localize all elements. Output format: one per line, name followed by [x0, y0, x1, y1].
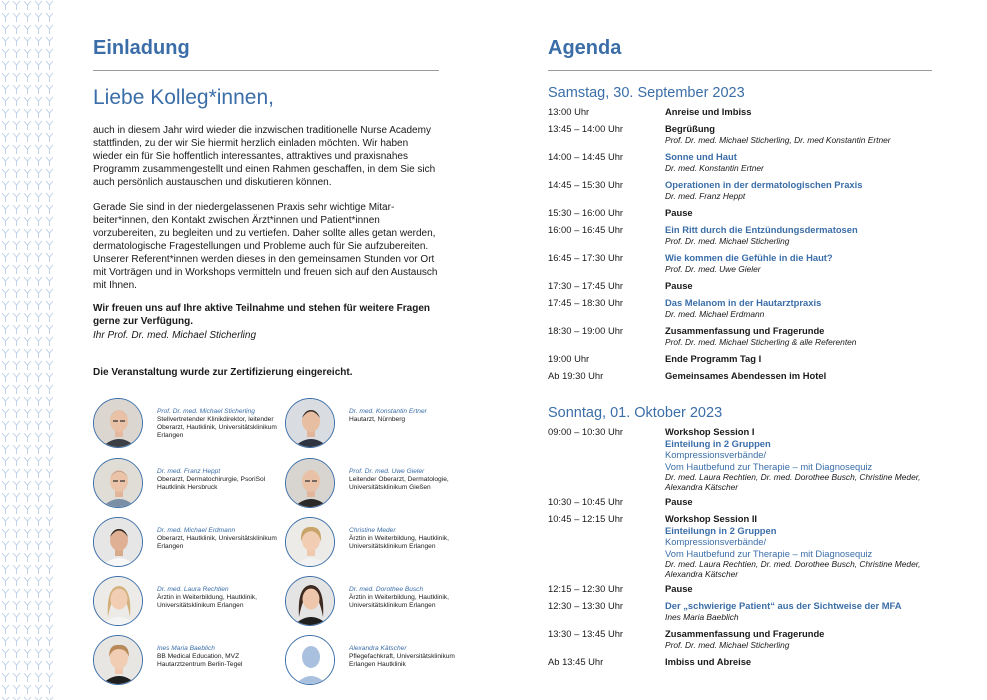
speaker-card — [93, 576, 285, 628]
agenda-topic: Workshop Session I — [665, 426, 755, 437]
agenda-time: 15:30 – 16:00 Uhr — [548, 207, 624, 218]
agenda-item — [548, 370, 932, 387]
agenda-item — [548, 513, 932, 583]
invitation-title: Einladung — [93, 37, 190, 59]
agenda-detail: Vom Hautbefund zur Therapie – mit Diagnosequiz — [665, 547, 873, 559]
agenda-time: 14:00 – 14:45 Uhr — [548, 151, 624, 162]
agenda-time: 10:30 – 10:45 Uhr — [548, 496, 624, 507]
agenda-time: 18:30 – 19:00 Uhr — [548, 325, 624, 336]
avatar — [93, 635, 143, 685]
speaker-name: Dr. med. Michael Erdmann — [157, 527, 236, 534]
speaker-card — [285, 517, 477, 569]
agenda-speakers: Prof. Dr. med. Michael Sticherling, Dr. med Konstantin Ertner — [665, 134, 891, 145]
agenda-item — [548, 280, 932, 297]
agenda-topic: Sonne und Haut — [665, 151, 737, 162]
speaker-role: Ärztin in Weiterbildung, Hautklinik, Universitätsklinikum Erlangen — [349, 535, 449, 550]
speaker-card — [93, 635, 285, 687]
speaker-role: Pflegefachkraft, Universitätsklinikum Erlangen Hautklinik — [349, 653, 455, 668]
agenda-topic: Wie kommen die Gefühle in die Haut? — [665, 252, 833, 263]
agenda-speakers: Dr. med. Laura Rechtien, Dr. med. Dorothee Busch, Christine Meder, Alexandra Kätscher — [665, 559, 921, 579]
agenda-time: 12:15 – 12:30 Uhr — [548, 583, 624, 594]
agenda-speakers: Prof. Dr. med. Michael Sticherling — [665, 639, 790, 650]
speaker-name: Ines Maria Baeblich — [157, 645, 215, 652]
agenda-item — [548, 628, 932, 656]
speaker-name: Christine Meder — [349, 527, 396, 534]
speaker-role: BB Medical Education, MVZ Hautarztzentrum Berlin-Tegel — [157, 653, 243, 668]
speaker-card — [285, 576, 477, 628]
agenda-speakers: Dr. med. Konstantin Ertner — [665, 162, 764, 173]
intro-paragraph: auch in diesem Jahr wird wieder die inzwischen traditionelle Nurse Academy stattfinden, zu der wir Sie hiermit herzlich einladen möchten. Wir haben wieder ein für Sie hoffentlich interessantes, attraktives und praxisnahes Programm zusammengestellt und einen Rahmen geschaffen, in dem Sie sich auch persönlich austauschen und diskutieren können. — [93, 125, 436, 188]
avatar — [285, 517, 335, 567]
speaker-card — [93, 517, 285, 569]
day-heading: Samstag, 30. September 2023 — [548, 85, 745, 101]
agenda-topic: Zusammenfassung und Fragerunde — [665, 325, 825, 336]
speaker-card — [285, 635, 477, 687]
agenda-detail: Kompressionsverbände/ — [665, 536, 767, 547]
speaker-card — [285, 458, 477, 510]
agenda-time: 13:00 Uhr — [548, 106, 590, 117]
invitation-divider — [93, 70, 439, 71]
avatar — [93, 576, 143, 626]
agenda-time: 10:45 – 12:15 Uhr — [548, 513, 624, 524]
agenda-topic: Workshop Session II — [665, 513, 758, 524]
agenda-time: 17:45 – 18:30 Uhr — [548, 297, 624, 308]
agenda-topic: Der „schwierige Patient“ aus der Sichtweise der MFA — [665, 600, 902, 611]
agenda-speakers: Dr. med. Laura Rechtien, Dr. med. Dorothee Busch, Christine Meder, Alexandra Kätscher — [665, 472, 921, 492]
agenda-time: 09:00 – 10:30 Uhr — [548, 426, 624, 437]
speaker-role: Hautarzt, Nürnberg — [349, 416, 406, 423]
speaker-name: Dr. med. Dorothee Busch — [349, 586, 424, 593]
agenda-time: 16:45 – 17:30 Uhr — [548, 252, 624, 263]
speaker-role: Leitender Oberarzt, Dermatologie, Universitätsklinikum Gießen — [349, 476, 449, 491]
closing-text: Wir freuen uns auf Ihre aktive Teilnahme und stehen für weitere Fragen gerne zur Verfügung. — [93, 303, 431, 327]
speaker-name: Alexandra Kätscher — [349, 645, 407, 652]
avatar — [285, 576, 335, 626]
avatar — [285, 458, 335, 508]
speaker-card — [93, 398, 285, 450]
speaker-name: Dr. med. Franz Heppt — [157, 468, 221, 475]
agenda-detail: Vom Hautbefund zur Therapie – mit Diagnosequiz — [665, 460, 873, 472]
agenda-topic: Das Melanom in der Hautarztpraxis — [665, 297, 822, 308]
agenda-list-day1 — [548, 106, 932, 387]
speaker-card — [93, 458, 285, 510]
agenda-speakers: Prof. Dr. med. Michael Sticherling — [665, 235, 790, 246]
agenda-item — [548, 252, 932, 280]
agenda-speakers: Dr. med. Michael Erdmann — [665, 308, 765, 319]
agenda-time: 13:45 – 14:00 Uhr — [548, 123, 624, 134]
agenda-speakers: Prof. Dr. med. Michael Sticherling & alle Referenten — [665, 336, 857, 347]
agenda-speakers: Prof. Dr. med. Uwe Gieler — [665, 263, 761, 274]
agenda-speakers: Ines Maria Baeblich — [665, 611, 739, 622]
avatar — [93, 458, 143, 508]
agenda-item — [548, 426, 932, 496]
agenda-time: 14:45 – 15:30 Uhr — [548, 179, 624, 190]
speaker-name: Prof. Dr. med. Michael Sticherling — [157, 408, 255, 415]
speaker-role: Stellvertretender Klinikdirektor, leitender Oberarzt, Hautklinik, Universitätsklinikum Erlangen — [157, 416, 277, 439]
agenda-topic: Pause — [665, 280, 693, 291]
avatar — [93, 398, 143, 448]
agenda-item — [548, 600, 932, 628]
agenda-title: Agenda — [548, 37, 622, 59]
speaker-role: Ärztin in Weiterbildung, Hautklinik, Universitätsklinikum Erlangen — [157, 594, 257, 609]
speaker-name: Dr. med. Laura Rechtien — [157, 586, 229, 593]
agenda-divider — [548, 70, 932, 71]
agenda-item — [548, 224, 932, 252]
agenda-topic: Gemeinsames Abendessen im Hotel — [665, 370, 827, 381]
speaker-role: Oberarzt, Hautklinik, Universitätsklinikum Erlangen — [157, 535, 277, 550]
speaker-role: Ärztin in Weiterbildung, Hautklinik, Universitätsklinikum Erlangen — [349, 594, 449, 609]
agenda-item — [548, 496, 932, 513]
avatar — [93, 517, 143, 567]
agenda-item — [548, 151, 932, 179]
agenda-time: 13:30 – 13:45 Uhr — [548, 628, 624, 639]
agenda-time: Ab 13:45 Uhr — [548, 656, 604, 667]
agenda-item — [548, 106, 932, 123]
agenda-item — [548, 123, 932, 151]
agenda-topic: Ein Ritt durch die Entzündungsdermatosen — [665, 224, 858, 235]
agenda-time: 17:30 – 17:45 Uhr — [548, 280, 624, 291]
agenda-list-day2 — [548, 426, 932, 673]
agenda-subtitle: Einteilungn in 2 Gruppen — [665, 524, 777, 536]
agenda-detail: Kompressionsverbände/ — [665, 449, 767, 460]
agenda-topic: Zusammenfassung und Fragerunde — [665, 628, 825, 639]
agenda-topic: Begrüßung — [665, 123, 715, 134]
decorative-pattern — [0, 0, 56, 700]
signature: Ihr Prof. Dr. med. Michael Sticherling — [93, 330, 257, 341]
agenda-subtitle: Einteilung in 2 Gruppen — [665, 437, 771, 449]
day-heading: Sonntag, 01. Oktober 2023 — [548, 405, 723, 421]
avatar — [285, 398, 335, 448]
speaker-name: Prof. Dr. med. Uwe Gieler — [349, 468, 425, 475]
invitation-section — [93, 34, 439, 379]
agenda-topic: Operationen in der dermatologischen Praxis — [665, 179, 863, 190]
agenda-section — [548, 34, 932, 673]
agenda-topic: Pause — [665, 207, 693, 218]
agenda-time: 19:00 Uhr — [548, 353, 590, 364]
agenda-item — [548, 179, 932, 207]
speaker-role: Oberarzt, Dermatochirurgie, PsoriSol Hautklinik Hersbruck — [157, 476, 266, 491]
agenda-time: 16:00 – 16:45 Uhr — [548, 224, 624, 235]
agenda-item — [548, 353, 932, 370]
body-paragraph: Gerade Sie sind in der niedergelassenen Praxis sehr wichtige Mitarbeiter*innen, den Kontakt zwischen Ärzt*innen und Patient*innen vorzubereiten, zu begleiten und zu vertiefen. Daher sollte alles getan werden, dermatologische Fragestellungen und Probleme auch für Sie aufzubereiten. Unserer Referent*innen werden dieses in den gemeinsamen Stunden vor Ort mit Vorträgen und in Workshops vermitteln und freuen sich auf den Austausch mit Ihnen. — [93, 202, 438, 291]
agenda-item — [548, 207, 932, 224]
agenda-topic: Imbiss und Abreise — [665, 656, 752, 667]
agenda-topic: Ende Programm Tag I — [665, 353, 762, 364]
agenda-item — [548, 656, 932, 673]
greeting: Liebe Kolleg*innen, — [93, 86, 274, 109]
agenda-item — [548, 325, 932, 353]
speaker-card — [285, 398, 477, 450]
agenda-time: Ab 19:30 Uhr — [548, 370, 604, 381]
agenda-topic: Anreise und Imbiss — [665, 106, 752, 117]
agenda-time: 12:30 – 13:30 Uhr — [548, 600, 624, 611]
speaker-name: Dr. med. Konstantin Ertner — [349, 408, 427, 415]
avatar — [285, 635, 335, 685]
agenda-speakers: Dr. med. Franz Heppt — [665, 190, 746, 201]
agenda-item — [548, 583, 932, 600]
agenda-topic: Pause — [665, 583, 693, 594]
agenda-topic: Pause — [665, 496, 693, 507]
agenda-item — [548, 297, 932, 325]
certification-note: Die Veranstaltung wurde zur Zertifizierung eingereicht. — [93, 367, 353, 378]
